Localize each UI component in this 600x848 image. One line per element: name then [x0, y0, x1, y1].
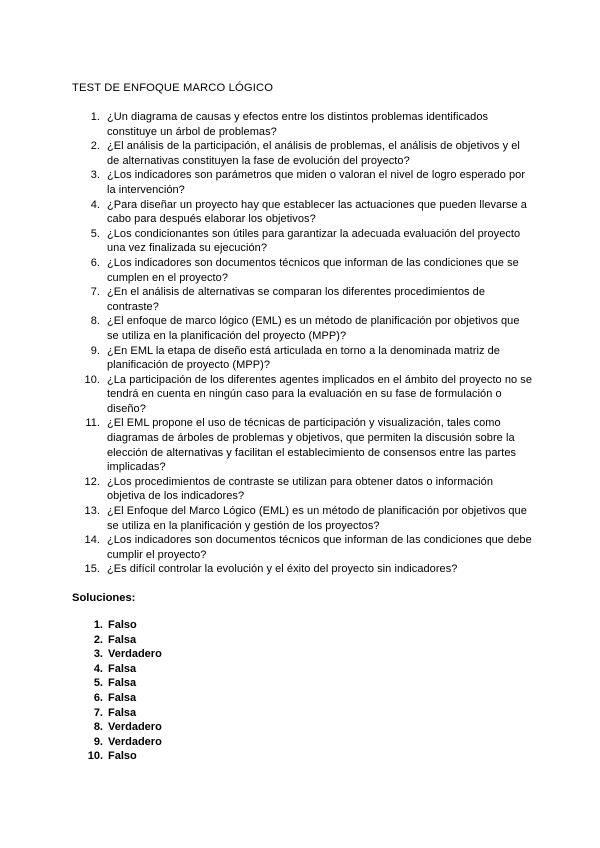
question-number: 12. [84, 475, 100, 488]
question-number: 7. [90, 286, 100, 299]
solution-number: 7. [93, 706, 103, 719]
question-text: ¿Los condicionantes son útiles para garantizar la adecuada evaluación del proyecto una vez finalizada su ejecución? [107, 227, 521, 255]
question-number: 2. [90, 140, 100, 153]
question-text: ¿Un diagrama de causas y efectos entre los distintos problemas identificados constituye un árbol de problemas? [107, 111, 489, 138]
solution-item [72, 676, 162, 691]
question-item [72, 139, 532, 168]
question-item [72, 198, 532, 227]
solution-answer: Falsa [108, 677, 137, 690]
solution-item [72, 691, 162, 706]
solution-answer: Falso [108, 750, 137, 763]
question-text: ¿El EML propone el uso de técnicas de participación y visualización, tales como diagramas de árboles de problemas y objetivos, que permiten la discusión sobre la elección de alternativas y facilitan el establecimiento de consensos entre las partes implicadas? [107, 417, 517, 474]
question-number: 15. [84, 563, 100, 576]
solution-item [72, 633, 162, 648]
question-number: 6. [90, 256, 100, 269]
question-text: ¿Los indicadores son parámetros que miden o valoran el nivel de logro esperado por la intervención? [107, 169, 526, 196]
solution-number: 1. [93, 619, 103, 631]
question-item [72, 475, 532, 504]
solution-answer: Verdadero [108, 648, 162, 661]
question-number: 9. [90, 344, 100, 357]
question-item [72, 314, 532, 343]
question-item [72, 533, 532, 562]
solution-answer: Falsa [108, 706, 137, 719]
solution-answer: Falso [108, 619, 137, 631]
solution-number: 5. [93, 677, 103, 690]
solution-answer: Verdadero [108, 735, 162, 748]
solution-item [72, 662, 162, 677]
question-text: ¿Los indicadores son documentos técnicos que informan de las condiciones que debe cumplir el proyecto? [107, 534, 532, 561]
question-text: ¿El enfoque de marco lógico (EML) es un método de planificación por objetivos que se utiliza en la planificación del proyecto (MPP)? [107, 315, 520, 342]
question-item [72, 227, 532, 256]
solution-item [72, 618, 162, 633]
solutions-heading: Soluciones: [72, 592, 136, 604]
solution-number: 9. [93, 735, 103, 748]
question-text: ¿En EML la etapa de diseño está articulada en torno a la denominada matriz de planificación de proyecto (MPP)? [107, 344, 500, 372]
document-title: TEST DE ENFOQUE MARCO LÓGICO [72, 82, 274, 94]
question-text: ¿El Enfoque del Marco Lógico (EML) es un método de planificación por objetivos que se utiliza en la planificación y gestión de los proyectos? [107, 505, 527, 532]
question-item [72, 416, 532, 474]
question-number: 13. [84, 505, 100, 518]
solution-answer: Falsa [108, 691, 137, 704]
question-text: ¿El análisis de la participación, el análisis de problemas, el análisis de objetivos y el de alternativas constituyen la fase de evolución del proyecto? [107, 140, 520, 167]
question-item [72, 110, 532, 139]
solution-number: 8. [93, 721, 103, 734]
question-number: 1. [90, 111, 100, 123]
question-item [72, 504, 532, 533]
question-text: ¿Es difícil controlar la evolución y el éxito del proyecto sin indicadores? [107, 563, 458, 576]
solution-answer: Verdadero [108, 721, 162, 734]
solution-number: 10. [87, 750, 103, 763]
solution-number: 6. [93, 691, 103, 704]
question-number: 5. [90, 227, 100, 240]
question-text: ¿La participación de los diferentes agentes implicados en el ámbito del proyecto no se tendrá en cuenta en ningún caso para la evaluación en su fase de formulación o diseño? [107, 373, 532, 415]
solution-number: 3. [93, 648, 103, 661]
questions-list [72, 110, 532, 577]
question-item [72, 256, 532, 285]
solution-answer: Falsa [108, 633, 137, 646]
solution-item [72, 749, 162, 764]
question-item [72, 562, 532, 577]
question-number: 11. [85, 417, 100, 430]
solution-number: 4. [93, 662, 103, 675]
solutions-list [72, 618, 162, 764]
question-text: ¿Los indicadores son documentos técnicos que informan de las condiciones que se cumplen en el proyecto? [107, 256, 519, 284]
question-number: 10. [84, 373, 100, 386]
solution-number: 2. [93, 633, 103, 646]
question-text: ¿En el análisis de alternativas se comparan los diferentes procedimientos de contraste? [107, 286, 485, 313]
question-text: ¿Para diseñar un proyecto hay que establecer las actuaciones que pueden llevarse a cabo para después elaborar los objetivos? [107, 198, 527, 226]
solution-item [72, 706, 162, 721]
question-item [72, 285, 532, 314]
question-number: 8. [90, 315, 100, 328]
question-item [72, 373, 532, 417]
question-number: 4. [90, 198, 100, 211]
solution-answer: Falsa [108, 662, 137, 675]
question-item [72, 168, 532, 197]
solution-item [72, 735, 162, 750]
question-item [72, 344, 532, 373]
question-number: 14. [84, 534, 100, 547]
solution-item [72, 647, 162, 662]
solution-item [72, 720, 162, 735]
question-number: 3. [90, 169, 100, 182]
question-text: ¿Los procedimientos de contraste se utilizan para obtener datos o información objetiva de los indicadores? [107, 475, 494, 503]
